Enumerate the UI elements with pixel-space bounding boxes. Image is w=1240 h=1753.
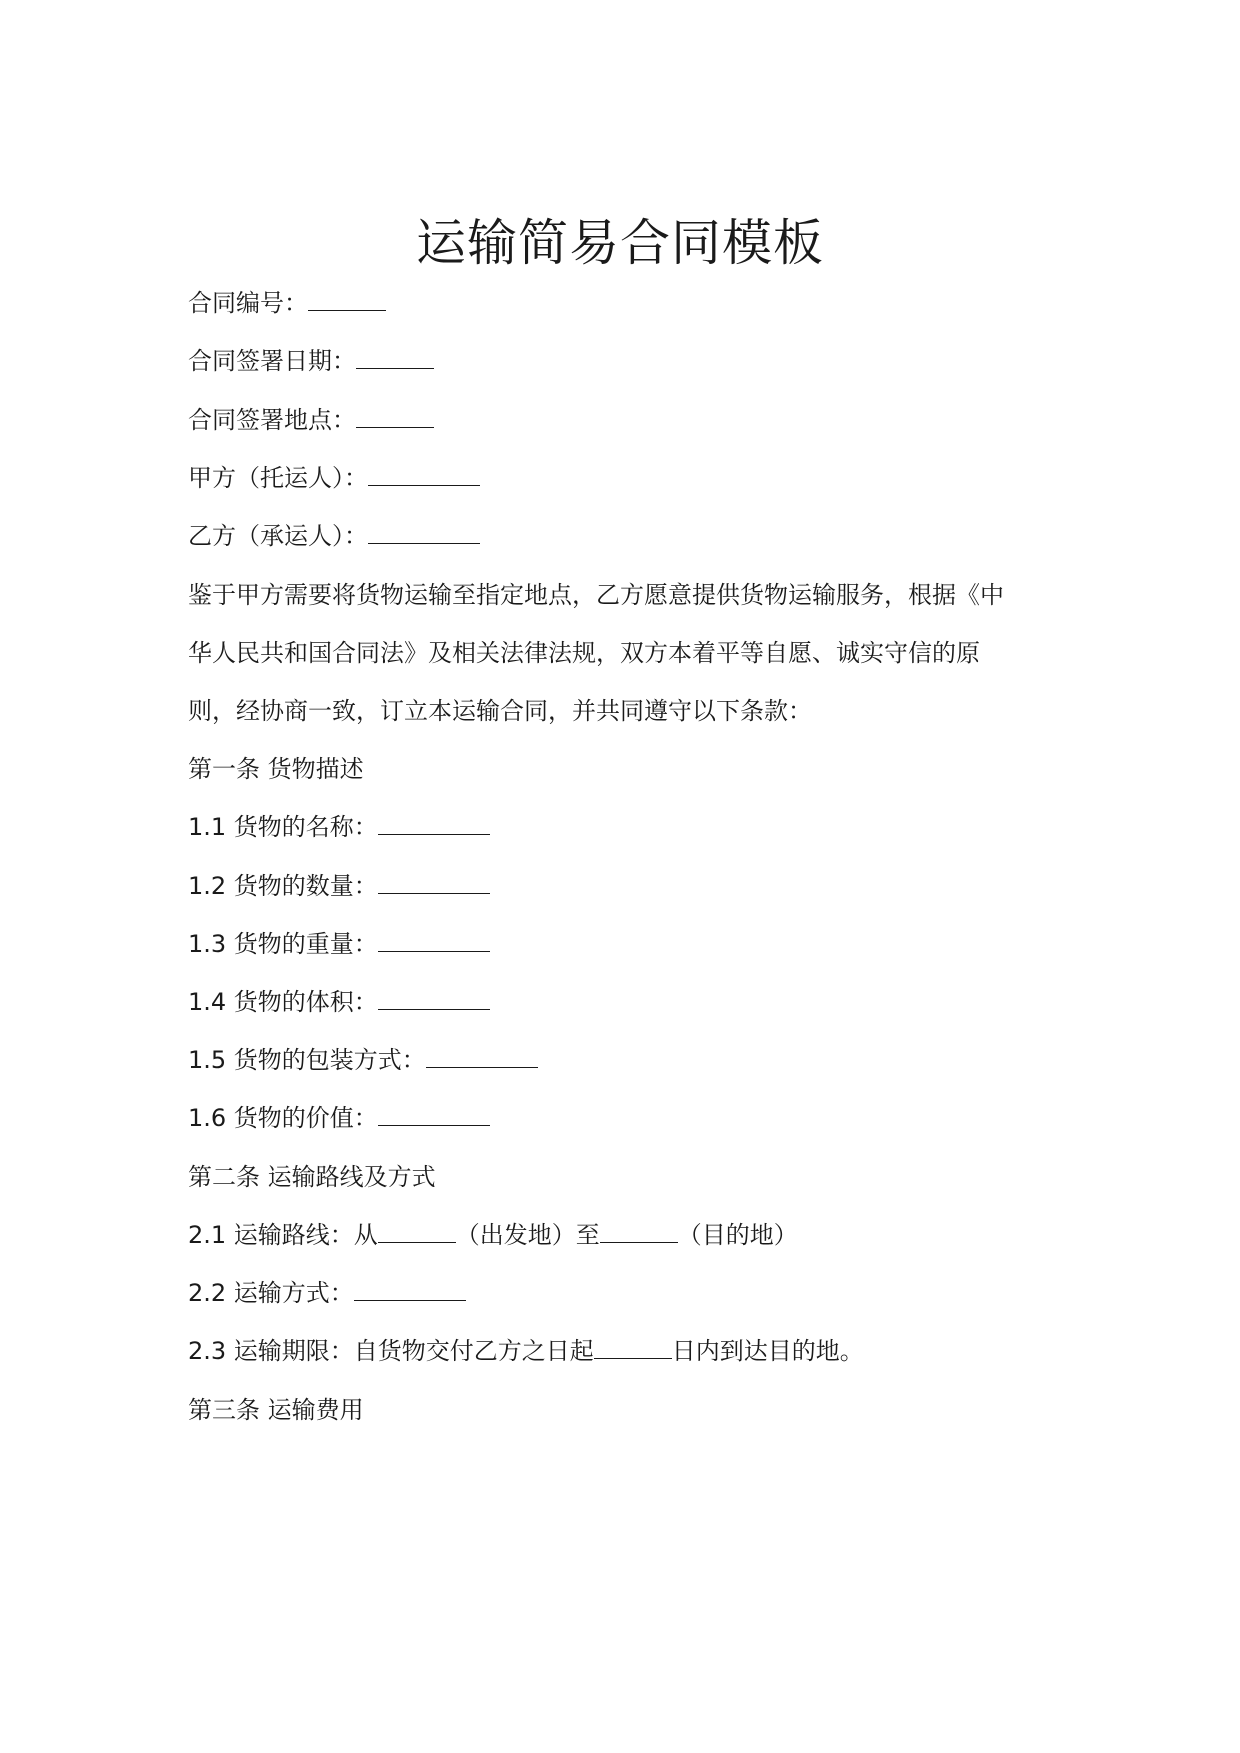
- goods-quantity-line: [188, 866, 1068, 906]
- goods-packaging-label: 1.5 货物的包装方式：: [188, 1046, 426, 1074]
- preamble-line-3: 则，经协商一致，订立本运输合同，并共同遵守以下条款：: [188, 697, 812, 725]
- transport-period-line: [188, 1331, 1068, 1371]
- party-b-line: [188, 516, 1068, 556]
- party-b-blank[interactable]: [368, 523, 480, 544]
- party-b-label: 乙方（承运人）：: [188, 522, 368, 550]
- goods-volume-label: 1.4 货物的体积：: [188, 988, 378, 1016]
- goods-volume-blank[interactable]: [378, 989, 490, 1010]
- goods-packaging-line: [188, 1040, 1068, 1080]
- goods-name-label: 1.1 货物的名称：: [188, 813, 378, 841]
- preamble-line-2: 华人民共和国合同法》及相关法律法规，双方本着平等自愿、诚实守信的原: [188, 639, 980, 667]
- contract-number-label: 合同编号：: [188, 289, 308, 317]
- route-origin-label: （出发地）至: [455, 1221, 600, 1249]
- goods-value-blank[interactable]: [378, 1105, 490, 1126]
- goods-volume-line: [188, 982, 1068, 1022]
- transport-period-prefix: 2.3 运输期限：自货物交付乙方之日起: [188, 1337, 594, 1365]
- sign-place-label: 合同签署地点：: [188, 406, 356, 434]
- party-a-blank[interactable]: [368, 465, 480, 486]
- sign-date-label: 合同签署日期：: [188, 347, 356, 375]
- party-a-label: 甲方（托运人）：: [188, 464, 368, 492]
- goods-name-blank[interactable]: [378, 814, 490, 835]
- goods-quantity-blank[interactable]: [378, 873, 490, 894]
- contract-number-line: [188, 283, 1068, 323]
- preamble-line-1: 鉴于甲方需要将货物运输至指定地点，乙方愿意提供货物运输服务，根据《中: [188, 581, 1004, 609]
- route-destination-label: （目的地）: [677, 1221, 798, 1249]
- route-prefix: 2.1 运输路线：从: [188, 1221, 378, 1249]
- goods-name-line: [188, 807, 1068, 847]
- goods-weight-blank[interactable]: [378, 931, 490, 952]
- sign-date-line: [188, 341, 1068, 381]
- transport-period-blank[interactable]: [594, 1338, 672, 1359]
- transport-method-blank[interactable]: [354, 1280, 466, 1301]
- transport-method-line: [188, 1273, 1068, 1313]
- goods-value-label: 1.6 货物的价值：: [188, 1104, 378, 1132]
- route-origin-blank[interactable]: [378, 1222, 456, 1243]
- goods-value-line: [188, 1098, 1068, 1138]
- article-1-heading: 第一条 货物描述: [188, 755, 364, 783]
- goods-packaging-blank[interactable]: [426, 1047, 538, 1068]
- sign-date-blank[interactable]: [356, 348, 434, 369]
- transport-period-suffix: 日内到达目的地。: [671, 1337, 864, 1365]
- route-destination-blank[interactable]: [600, 1222, 678, 1243]
- route-line: [188, 1215, 1068, 1255]
- goods-weight-line: [188, 924, 1068, 964]
- goods-weight-label: 1.3 货物的重量：: [188, 930, 378, 958]
- party-a-line: [188, 458, 1068, 498]
- goods-quantity-label: 1.2 货物的数量：: [188, 872, 378, 900]
- document-title: 运输简易合同模板: [416, 214, 824, 272]
- article-2-heading: 第二条 运输路线及方式: [188, 1163, 436, 1191]
- article-3-heading: 第三条 运输费用: [188, 1396, 364, 1424]
- sign-place-blank[interactable]: [356, 407, 434, 428]
- transport-method-label: 2.2 运输方式：: [188, 1279, 354, 1307]
- contract-number-blank[interactable]: [308, 290, 386, 311]
- sign-place-line: [188, 400, 1068, 440]
